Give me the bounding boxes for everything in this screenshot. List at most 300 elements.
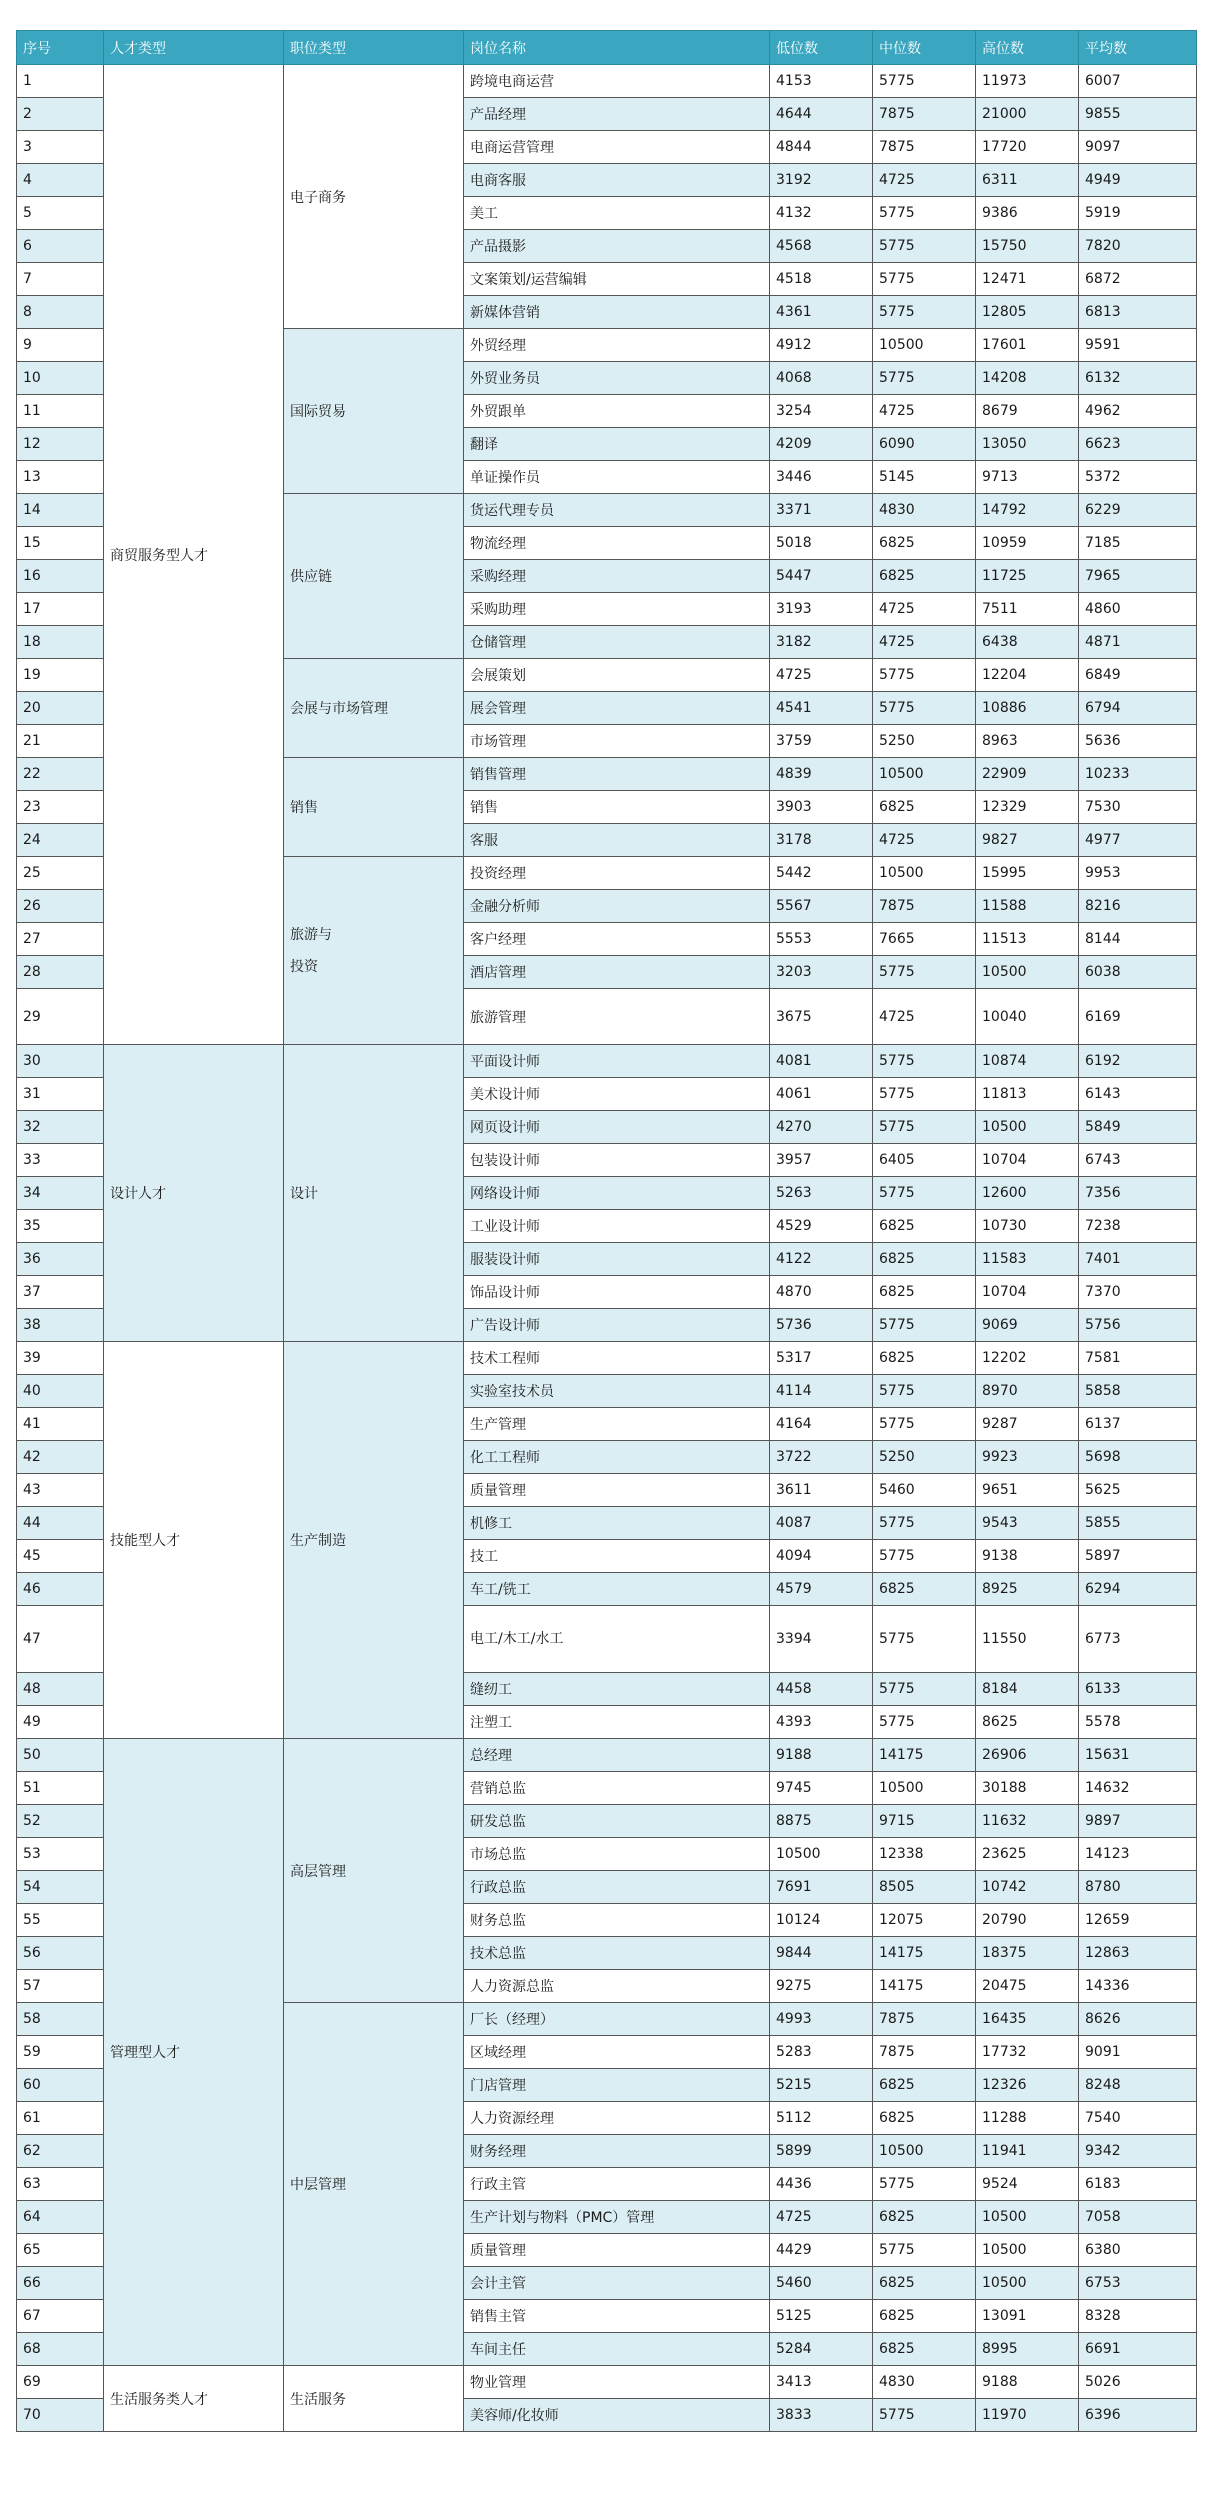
cell-high: 9827 (976, 824, 1079, 857)
cell-low: 5442 (770, 857, 873, 890)
table-row (17, 2366, 1197, 2399)
cell-low: 3203 (770, 956, 873, 989)
cell-high: 11970 (976, 2399, 1079, 2432)
cell-position: 市场总监 (464, 1838, 770, 1871)
cell-seq: 32 (17, 1111, 104, 1144)
header-median: 中位数 (873, 31, 976, 65)
cell-average: 7581 (1079, 1342, 1197, 1375)
cell-position: 车间主任 (464, 2333, 770, 2366)
cell-seq: 7 (17, 263, 104, 296)
cell-median: 5775 (873, 263, 976, 296)
cell-average: 6691 (1079, 2333, 1197, 2366)
cell-high: 12326 (976, 2069, 1079, 2102)
cell-seq: 16 (17, 560, 104, 593)
cell-median: 4830 (873, 2366, 976, 2399)
cell-low: 7691 (770, 1871, 873, 1904)
cell-low: 5018 (770, 527, 873, 560)
cell-median: 4725 (873, 395, 976, 428)
job-type-cell: 高层管理 (284, 1739, 464, 2003)
cell-seq: 44 (17, 1507, 104, 1540)
cell-high: 10874 (976, 1045, 1079, 1078)
cell-average: 6007 (1079, 65, 1197, 98)
cell-low: 4209 (770, 428, 873, 461)
cell-high: 13091 (976, 2300, 1079, 2333)
cell-high: 9069 (976, 1309, 1079, 1342)
cell-median: 5775 (873, 2234, 976, 2267)
cell-seq: 60 (17, 2069, 104, 2102)
cell-median: 4725 (873, 593, 976, 626)
cell-low: 4579 (770, 1573, 873, 1606)
cell-median: 5775 (873, 1606, 976, 1673)
cell-median: 5775 (873, 2399, 976, 2432)
cell-position: 营销总监 (464, 1772, 770, 1805)
cell-average: 5855 (1079, 1507, 1197, 1540)
cell-average: 4860 (1079, 593, 1197, 626)
header-high: 高位数 (976, 31, 1079, 65)
cell-average: 8248 (1079, 2069, 1197, 2102)
cell-seq: 42 (17, 1441, 104, 1474)
cell-median: 6825 (873, 2267, 976, 2300)
cell-low: 4132 (770, 197, 873, 230)
cell-high: 12805 (976, 296, 1079, 329)
cell-average: 12863 (1079, 1937, 1197, 1970)
cell-seq: 52 (17, 1805, 104, 1838)
cell-position: 人力资源总监 (464, 1970, 770, 2003)
job-type-cell: 会展与市场管理 (284, 659, 464, 758)
cell-seq: 63 (17, 2168, 104, 2201)
cell-average: 6849 (1079, 659, 1197, 692)
cell-high: 14208 (976, 362, 1079, 395)
cell-low: 4518 (770, 263, 873, 296)
cell-median: 8505 (873, 1871, 976, 1904)
cell-high: 10500 (976, 1111, 1079, 1144)
cell-seq: 37 (17, 1276, 104, 1309)
cell-median: 5775 (873, 1408, 976, 1441)
cell-low: 4361 (770, 296, 873, 329)
cell-median: 5775 (873, 1309, 976, 1342)
cell-high: 10500 (976, 2234, 1079, 2267)
cell-average: 6743 (1079, 1144, 1197, 1177)
cell-average: 5858 (1079, 1375, 1197, 1408)
cell-seq: 13 (17, 461, 104, 494)
cell-low: 9844 (770, 1937, 873, 1970)
cell-low: 3446 (770, 461, 873, 494)
cell-median: 5775 (873, 1177, 976, 1210)
header-low: 低位数 (770, 31, 873, 65)
cell-low: 4458 (770, 1673, 873, 1706)
cell-seq: 15 (17, 527, 104, 560)
cell-high: 9287 (976, 1408, 1079, 1441)
cell-low: 3611 (770, 1474, 873, 1507)
cell-position: 销售管理 (464, 758, 770, 791)
cell-low: 3178 (770, 824, 873, 857)
cell-seq: 64 (17, 2201, 104, 2234)
cell-average: 6380 (1079, 2234, 1197, 2267)
cell-median: 6825 (873, 1243, 976, 1276)
cell-seq: 41 (17, 1408, 104, 1441)
cell-high: 22909 (976, 758, 1079, 791)
cell-median: 10500 (873, 329, 976, 362)
cell-position: 缝纫工 (464, 1673, 770, 1706)
cell-low: 4094 (770, 1540, 873, 1573)
cell-high: 10886 (976, 692, 1079, 725)
job-type-cell: 设计 (284, 1045, 464, 1342)
cell-average: 14632 (1079, 1772, 1197, 1805)
cell-median: 6825 (873, 1210, 976, 1243)
cell-low: 4844 (770, 131, 873, 164)
cell-high: 12600 (976, 1177, 1079, 1210)
cell-high: 11583 (976, 1243, 1079, 1276)
cell-median: 10500 (873, 2135, 976, 2168)
cell-low: 4393 (770, 1706, 873, 1739)
cell-seq: 3 (17, 131, 104, 164)
cell-high: 11941 (976, 2135, 1079, 2168)
cell-high: 11288 (976, 2102, 1079, 2135)
cell-low: 4644 (770, 98, 873, 131)
job-type-cell: 生活服务 (284, 2366, 464, 2432)
cell-median: 9715 (873, 1805, 976, 1838)
cell-high: 11725 (976, 560, 1079, 593)
cell-position: 财务经理 (464, 2135, 770, 2168)
cell-seq: 17 (17, 593, 104, 626)
cell-position: 总经理 (464, 1739, 770, 1772)
cell-position: 美容师/化妆师 (464, 2399, 770, 2432)
cell-position: 投资经理 (464, 857, 770, 890)
cell-high: 10730 (976, 1210, 1079, 1243)
salary-table-container (16, 30, 1197, 2432)
cell-seq: 70 (17, 2399, 104, 2432)
cell-high: 9543 (976, 1507, 1079, 1540)
cell-median: 6090 (873, 428, 976, 461)
cell-high: 7511 (976, 593, 1079, 626)
cell-position: 质量管理 (464, 2234, 770, 2267)
cell-seq: 68 (17, 2333, 104, 2366)
cell-low: 4568 (770, 230, 873, 263)
cell-position: 行政主管 (464, 2168, 770, 2201)
cell-average: 7356 (1079, 1177, 1197, 1210)
cell-median: 14175 (873, 1937, 976, 1970)
cell-average: 8626 (1079, 2003, 1197, 2036)
cell-average: 9091 (1079, 2036, 1197, 2069)
cell-position: 包装设计师 (464, 1144, 770, 1177)
cell-position: 文案策划/运营编辑 (464, 263, 770, 296)
cell-average: 9591 (1079, 329, 1197, 362)
cell-seq: 14 (17, 494, 104, 527)
salary-table (16, 30, 1197, 2432)
cell-position: 美术设计师 (464, 1078, 770, 1111)
cell-seq: 21 (17, 725, 104, 758)
cell-low: 3675 (770, 989, 873, 1045)
cell-average: 9897 (1079, 1805, 1197, 1838)
cell-position: 研发总监 (464, 1805, 770, 1838)
cell-position: 服装设计师 (464, 1243, 770, 1276)
cell-average: 4962 (1079, 395, 1197, 428)
cell-high: 15750 (976, 230, 1079, 263)
cell-average: 7965 (1079, 560, 1197, 593)
cell-seq: 59 (17, 2036, 104, 2069)
cell-position: 生产计划与物料（PMC）管理 (464, 2201, 770, 2234)
cell-low: 4912 (770, 329, 873, 362)
cell-position: 单证操作员 (464, 461, 770, 494)
cell-average: 9953 (1079, 857, 1197, 890)
cell-low: 4429 (770, 2234, 873, 2267)
cell-seq: 9 (17, 329, 104, 362)
cell-position: 技术总监 (464, 1937, 770, 1970)
cell-seq: 27 (17, 923, 104, 956)
cell-low: 5112 (770, 2102, 873, 2135)
cell-position: 电商运营管理 (464, 131, 770, 164)
cell-median: 5775 (873, 1540, 976, 1573)
cell-median: 12075 (873, 1904, 976, 1937)
cell-high: 18375 (976, 1937, 1079, 1970)
cell-median: 5250 (873, 1441, 976, 1474)
cell-position: 电工/木工/水工 (464, 1606, 770, 1673)
cell-average: 7530 (1079, 791, 1197, 824)
cell-low: 3192 (770, 164, 873, 197)
cell-seq: 47 (17, 1606, 104, 1673)
cell-low: 4164 (770, 1408, 873, 1441)
cell-high: 12329 (976, 791, 1079, 824)
job-type-line: 旅游与 (290, 926, 332, 943)
cell-position: 采购经理 (464, 560, 770, 593)
cell-low: 9188 (770, 1739, 873, 1772)
cell-average: 4871 (1079, 626, 1197, 659)
cell-median: 7875 (873, 2036, 976, 2069)
cell-high: 10500 (976, 2201, 1079, 2234)
job-type-cell: 销售 (284, 758, 464, 857)
cell-average: 15631 (1079, 1739, 1197, 1772)
cell-high: 8995 (976, 2333, 1079, 2366)
cell-low: 3193 (770, 593, 873, 626)
cell-position: 美工 (464, 197, 770, 230)
cell-position: 实验室技术员 (464, 1375, 770, 1408)
table-row (17, 65, 1197, 98)
talent-type-cell: 技能型人才 (104, 1342, 284, 1739)
cell-low: 4068 (770, 362, 873, 395)
cell-position: 人力资源经理 (464, 2102, 770, 2135)
cell-high: 11973 (976, 65, 1079, 98)
cell-low: 8875 (770, 1805, 873, 1838)
cell-low: 10500 (770, 1838, 873, 1871)
cell-seq: 22 (17, 758, 104, 791)
talent-type-cell: 管理型人才 (104, 1739, 284, 2366)
cell-high: 10500 (976, 956, 1079, 989)
cell-low: 3254 (770, 395, 873, 428)
cell-median: 7875 (873, 2003, 976, 2036)
cell-median: 14175 (873, 1970, 976, 2003)
cell-high: 15995 (976, 857, 1079, 890)
cell-average: 8216 (1079, 890, 1197, 923)
cell-low: 4114 (770, 1375, 873, 1408)
cell-high: 9524 (976, 2168, 1079, 2201)
cell-position: 门店管理 (464, 2069, 770, 2102)
cell-position: 机修工 (464, 1507, 770, 1540)
cell-high: 10500 (976, 2267, 1079, 2300)
cell-low: 5215 (770, 2069, 873, 2102)
cell-low: 3833 (770, 2399, 873, 2432)
cell-high: 17720 (976, 131, 1079, 164)
cell-low: 3413 (770, 2366, 873, 2399)
cell-median: 7875 (873, 131, 976, 164)
cell-low: 9745 (770, 1772, 873, 1805)
cell-seq: 65 (17, 2234, 104, 2267)
cell-low: 5899 (770, 2135, 873, 2168)
cell-seq: 58 (17, 2003, 104, 2036)
cell-median: 5775 (873, 1375, 976, 1408)
cell-average: 6229 (1079, 494, 1197, 527)
cell-position: 跨境电商运营 (464, 65, 770, 98)
cell-median: 5775 (873, 230, 976, 263)
cell-high: 9188 (976, 2366, 1079, 2399)
cell-low: 5317 (770, 1342, 873, 1375)
cell-median: 4830 (873, 494, 976, 527)
cell-average: 6143 (1079, 1078, 1197, 1111)
cell-high: 11513 (976, 923, 1079, 956)
cell-seq: 18 (17, 626, 104, 659)
cell-high: 9713 (976, 461, 1079, 494)
cell-low: 3394 (770, 1606, 873, 1673)
job-type-cell: 生产制造 (284, 1342, 464, 1739)
cell-seq: 6 (17, 230, 104, 263)
cell-high: 20790 (976, 1904, 1079, 1937)
cell-median: 5145 (873, 461, 976, 494)
cell-seq: 25 (17, 857, 104, 890)
cell-position: 产品摄影 (464, 230, 770, 263)
cell-average: 6137 (1079, 1408, 1197, 1441)
cell-average: 5636 (1079, 725, 1197, 758)
cell-seq: 31 (17, 1078, 104, 1111)
cell-seq: 57 (17, 1970, 104, 2003)
cell-high: 10742 (976, 1871, 1079, 1904)
cell-seq: 19 (17, 659, 104, 692)
cell-low: 3957 (770, 1144, 873, 1177)
cell-average: 9097 (1079, 131, 1197, 164)
cell-median: 6825 (873, 527, 976, 560)
cell-seq: 54 (17, 1871, 104, 1904)
table-row (17, 1342, 1197, 1375)
cell-average: 5919 (1079, 197, 1197, 230)
header-average: 平均数 (1079, 31, 1197, 65)
cell-high: 20475 (976, 1970, 1079, 2003)
cell-median: 7665 (873, 923, 976, 956)
cell-position: 货运代理专员 (464, 494, 770, 527)
cell-average: 12659 (1079, 1904, 1197, 1937)
cell-average: 7820 (1079, 230, 1197, 263)
cell-median: 5775 (873, 1078, 976, 1111)
table-header-row (17, 31, 1197, 65)
cell-seq: 69 (17, 2366, 104, 2399)
cell-seq: 43 (17, 1474, 104, 1507)
cell-position: 产品经理 (464, 98, 770, 131)
cell-position: 车工/铣工 (464, 1573, 770, 1606)
cell-position: 物流经理 (464, 527, 770, 560)
cell-position: 市场管理 (464, 725, 770, 758)
cell-seq: 39 (17, 1342, 104, 1375)
cell-average: 5372 (1079, 461, 1197, 494)
header-seq: 序号 (17, 31, 104, 65)
cell-median: 5775 (873, 1045, 976, 1078)
cell-high: 12204 (976, 659, 1079, 692)
cell-seq: 38 (17, 1309, 104, 1342)
cell-position: 技工 (464, 1540, 770, 1573)
cell-average: 14123 (1079, 1838, 1197, 1871)
table-body (17, 65, 1197, 2432)
cell-position: 销售 (464, 791, 770, 824)
cell-position: 物业管理 (464, 2366, 770, 2399)
cell-position: 财务总监 (464, 1904, 770, 1937)
cell-median: 5250 (873, 725, 976, 758)
cell-average: 5026 (1079, 2366, 1197, 2399)
cell-position: 展会管理 (464, 692, 770, 725)
cell-seq: 51 (17, 1772, 104, 1805)
cell-position: 客服 (464, 824, 770, 857)
cell-position: 化工工程师 (464, 1441, 770, 1474)
cell-high: 10704 (976, 1276, 1079, 1309)
cell-seq: 12 (17, 428, 104, 461)
cell-low: 4122 (770, 1243, 873, 1276)
cell-median: 5775 (873, 1507, 976, 1540)
cell-average: 7370 (1079, 1276, 1197, 1309)
cell-position: 质量管理 (464, 1474, 770, 1507)
cell-high: 8963 (976, 725, 1079, 758)
cell-low: 4529 (770, 1210, 873, 1243)
cell-seq: 61 (17, 2102, 104, 2135)
cell-high: 11813 (976, 1078, 1079, 1111)
cell-median: 6825 (873, 1573, 976, 1606)
cell-position: 行政总监 (464, 1871, 770, 1904)
cell-low: 4270 (770, 1111, 873, 1144)
cell-median: 10500 (873, 857, 976, 890)
cell-high: 12202 (976, 1342, 1079, 1375)
cell-high: 6311 (976, 164, 1079, 197)
cell-median: 5775 (873, 1673, 976, 1706)
cell-average: 8144 (1079, 923, 1197, 956)
cell-position: 金融分析师 (464, 890, 770, 923)
cell-seq: 45 (17, 1540, 104, 1573)
cell-high: 11632 (976, 1805, 1079, 1838)
cell-seq: 46 (17, 1573, 104, 1606)
cell-average: 6133 (1079, 1673, 1197, 1706)
cell-seq: 33 (17, 1144, 104, 1177)
cell-average: 6872 (1079, 263, 1197, 296)
cell-median: 6825 (873, 1342, 976, 1375)
cell-seq: 23 (17, 791, 104, 824)
cell-seq: 24 (17, 824, 104, 857)
cell-median: 5775 (873, 692, 976, 725)
cell-average: 9342 (1079, 2135, 1197, 2168)
cell-low: 5263 (770, 1177, 873, 1210)
cell-low: 4725 (770, 2201, 873, 2234)
cell-median: 5775 (873, 659, 976, 692)
cell-seq: 50 (17, 1739, 104, 1772)
cell-seq: 53 (17, 1838, 104, 1871)
cell-low: 5553 (770, 923, 873, 956)
cell-position: 仓储管理 (464, 626, 770, 659)
cell-seq: 62 (17, 2135, 104, 2168)
cell-median: 6825 (873, 2300, 976, 2333)
cell-median: 4725 (873, 989, 976, 1045)
cell-average: 8780 (1079, 1871, 1197, 1904)
cell-position: 技术工程师 (464, 1342, 770, 1375)
cell-position: 电商客服 (464, 164, 770, 197)
cell-average: 7185 (1079, 527, 1197, 560)
cell-median: 5775 (873, 956, 976, 989)
cell-low: 4839 (770, 758, 873, 791)
cell-high: 30188 (976, 1772, 1079, 1805)
cell-average: 6132 (1079, 362, 1197, 395)
cell-high: 26906 (976, 1739, 1079, 1772)
cell-low: 5447 (770, 560, 873, 593)
